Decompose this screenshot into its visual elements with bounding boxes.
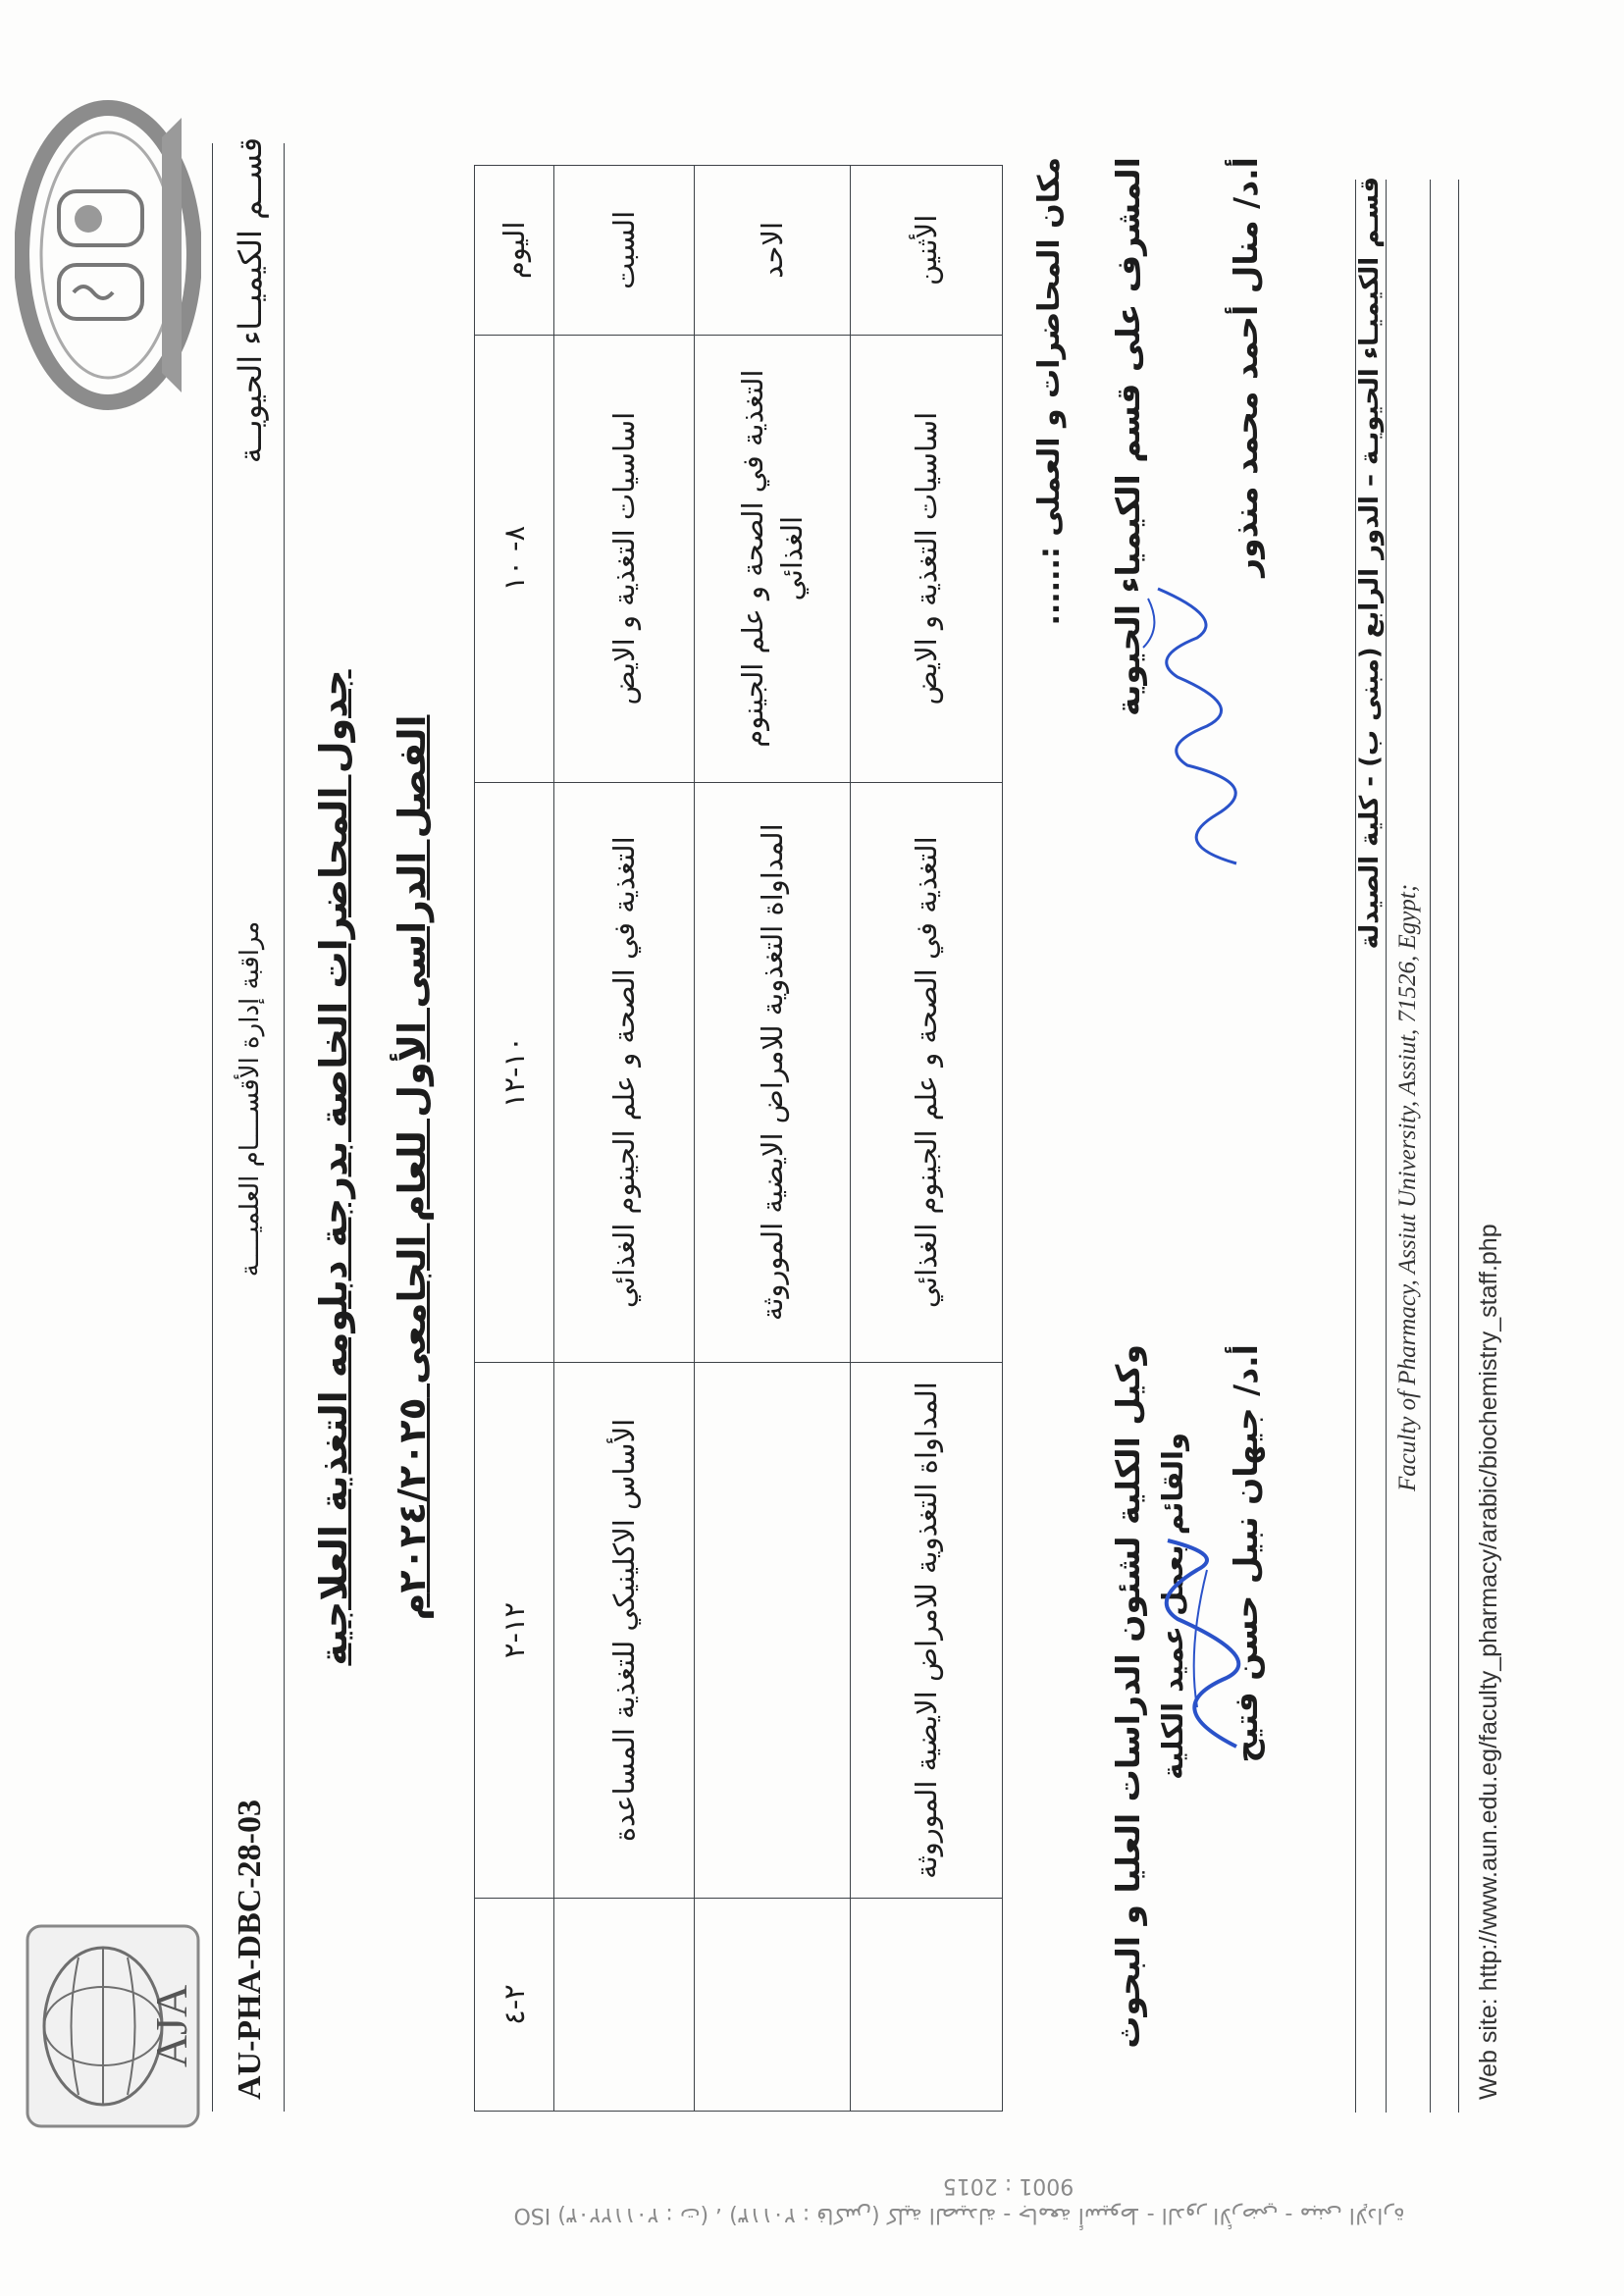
form-code: AU-PHA-DBC-28-03: [232, 1800, 268, 2100]
footer-website-link[interactable]: Web site: http://www.aun.edu.eg/faculty_pharmacy/arabic/biochemistry_staff.php: [1475, 1224, 1502, 2100]
course-cell: [554, 1899, 695, 2112]
course-cell: [695, 1899, 851, 2112]
page-subtitle: الفصل الدراسى الأول للعام الجامعى ٢٠٢٤/٢٠٢٥م: [391, 714, 434, 1621]
vice-dean-title: وكيل الكلية لشئون الدراسات العليا و البحوث: [1109, 1344, 1147, 2049]
supervisor-title: المشرف على قسم الكيمياء الحيوية: [1109, 157, 1147, 716]
day-cell: الاحد: [695, 166, 851, 336]
footer-rule-3: [1430, 180, 1431, 2113]
course-cell: المداواة التغذوية للامراض الايضية الموروثة: [695, 782, 851, 1362]
course-cell: [695, 1362, 851, 1898]
table-row: [851, 166, 1003, 2112]
header-slot-10-12: ١٠-١٢: [475, 782, 554, 1362]
supervisor-signature-icon: [1128, 559, 1256, 883]
supervisor-name: أ.د/ منال أحمد محمد منذور: [1227, 157, 1265, 577]
header-slot-12-2: ١٢-٢: [475, 1362, 554, 1898]
svg-text:AJA: AJA: [146, 1984, 196, 2068]
header-day: اليوم: [475, 166, 554, 336]
schedule-table: [474, 165, 1003, 2112]
table-row: [695, 166, 851, 2112]
course-cell: المداواة التغذوية للامراض الايضية الموروثة: [851, 1362, 1003, 1898]
vice-dean-subtitle: والقائم بعمل عميد الكلية: [1156, 1433, 1189, 1780]
faculty-logo-icon: [15, 98, 201, 412]
course-cell: التغذية في الصحة و علم الجينوم الغذائي: [851, 782, 1003, 1362]
day-cell: السبت: [554, 166, 695, 336]
table-header-row: [475, 166, 554, 2112]
footer-address-arabic: قسـم الكيميـاء الحيويـة – الدور الرابع (مبنى ب) - كلية الصيدلة: [1355, 177, 1385, 950]
aja-logo-icon: [25, 1923, 201, 2129]
course-cell: الأساس الاكلينيكي للتغذية المساعدة: [554, 1362, 695, 1898]
footer-address-english: Faculty of Pharmacy, Assiut University, Assiut, 71526, Egypt;: [1394, 883, 1421, 1491]
vice-dean-signature-icon: [1138, 1531, 1266, 1766]
course-cell: اساسيات التغذية و الايض: [851, 335, 1003, 782]
show-through-line: ISO (٢٠١١٢٢٠٣ : ت) ، (٢٠١١٣ : فاكس) كلية الصيدلة - جامعة أسيوط - الدور الأرضي - مبنى الإدارة: [513, 2203, 1405, 2227]
header-rule-top: [212, 143, 213, 2112]
office-name: مراقبة إدارة الأقســــام العلميــــة: [236, 920, 265, 1278]
table-row: [554, 166, 695, 2112]
lecture-location: مكان المحاضرات و العملى :......: [1032, 157, 1067, 626]
header-rule-bottom: [284, 143, 285, 2112]
page-title: جدول المحاضرات الخاصة بدرجة دبلومه التغذية العلاجية: [312, 669, 355, 1666]
course-cell: التغذية في الصحة و علم الجينوم الغذائي: [695, 335, 851, 782]
show-through-iso: 9001 : 2015: [942, 2173, 1074, 2198]
day-cell: الأثنين: [851, 166, 1003, 336]
header-slot-8-10: ٨- ١٠: [475, 335, 554, 782]
course-cell: التغذية في الصحة و علم الجينوم الغذائي: [554, 782, 695, 1362]
course-cell: اساسيات التغذية و الايض: [554, 335, 695, 782]
department-name: قســم الكيميــاء الحيويــة: [232, 137, 269, 464]
vice-dean-name: أ.د/ جيهان نبيل حسن فتيح: [1227, 1344, 1265, 1763]
course-cell: [851, 1899, 1003, 2112]
header-slot-2-4: ٢-٤: [475, 1899, 554, 2112]
